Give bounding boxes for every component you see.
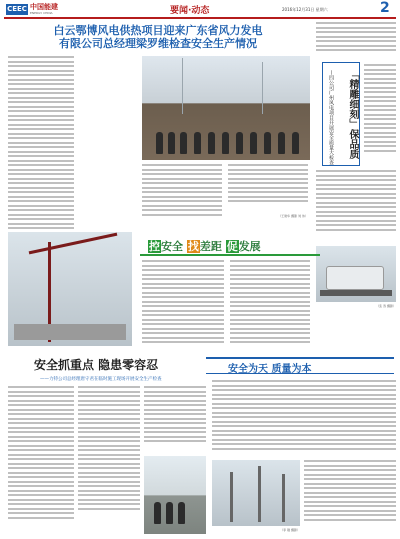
safety-slogan: [148, 238, 261, 254]
lead-headline-line-2: 有限公司总经理梁罗维检查安全生产情况: [59, 37, 257, 50]
slogan-c: 找: [187, 240, 199, 253]
second-story-column-2: [78, 386, 140, 532]
issue-date: 2016年12月31日 星期六: [282, 7, 328, 12]
masthead-rule: [4, 17, 396, 19]
middle-article-2: [230, 260, 310, 348]
slogan-e: 促: [226, 240, 238, 253]
truck-photo: [316, 246, 396, 302]
third-story-text-lower: [304, 460, 396, 526]
group-photo-wind-farm: [142, 56, 310, 160]
lead-headline: [8, 24, 308, 50]
second-story-title: 安全抓重点 隐患零容忍: [34, 358, 159, 372]
inspection-photo: [144, 456, 206, 534]
second-story-column-3: [144, 386, 206, 452]
logo-subtext: ENERGY CHINA: [30, 11, 53, 15]
third-story-text: [212, 380, 396, 456]
logo-text: 中国能建: [30, 3, 58, 11]
section-title: 要闻·动态: [170, 6, 210, 16]
right-article-top: [316, 22, 396, 60]
slogan-f: 发展: [238, 240, 261, 253]
lead-article-column-2: [142, 164, 222, 226]
plant-caption: （李 刚 摄影）: [280, 528, 300, 532]
feature-subtitle: —四公司广州风电项目开展安全质量大检查: [328, 70, 334, 165]
page-number: 2: [380, 0, 390, 16]
feature-title: 「精雕细刻」保品质: [347, 69, 358, 159]
logo-mark: CEEC: [7, 5, 27, 13]
slogan-underline: [140, 254, 320, 256]
slogan-b: 安全: [161, 240, 183, 253]
truck-caption: （张 涛 摄影）: [376, 304, 396, 308]
second-story-subtitle: ——力特公司总经理唐守君在临时施工现场开展安全生产检查: [40, 377, 162, 382]
crane-photo: [8, 232, 132, 346]
third-story-title: 安全为天 质量为本: [228, 364, 312, 375]
slogan-a: 控: [149, 240, 160, 253]
lead-headline-line-1: 白云鄂博风电供热项目迎来广东省风力发电: [53, 24, 263, 37]
lead-article-column-3: [228, 164, 308, 212]
middle-article-1: [142, 260, 224, 348]
second-story-column-1: [8, 386, 74, 532]
plant-photo: [212, 460, 300, 526]
slogan-d: 差距: [199, 240, 222, 253]
feature-article-lower: [316, 170, 396, 240]
feature-article: [364, 64, 396, 166]
lead-caption: （王建华 摄影 刘 伟）: [278, 214, 308, 218]
